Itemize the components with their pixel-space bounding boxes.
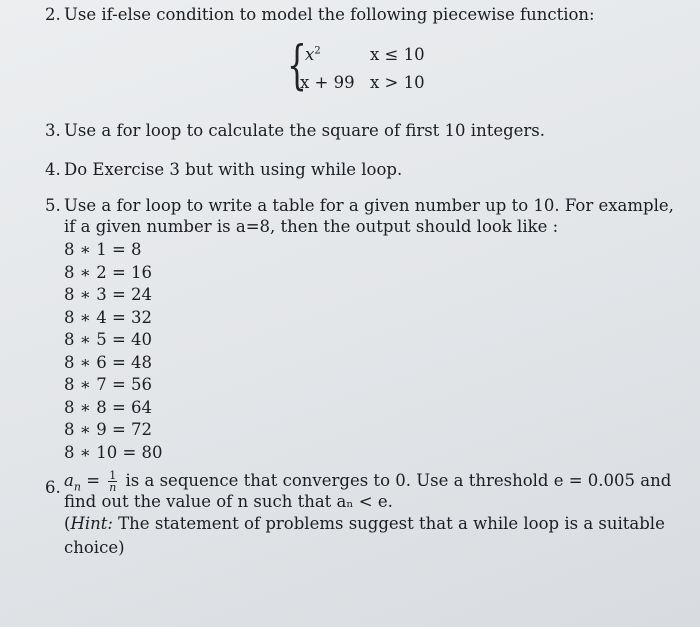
question-number: 4. (45, 160, 61, 179)
question-number: 3. (45, 121, 61, 140)
table-row: 8 ∗ 7 = 56 (64, 375, 153, 394)
question-text: is a sequence that converges to 0. Use a threshold e = 0.005 and (125, 471, 672, 490)
table-row: 8 ∗ 8 = 64 (64, 397, 153, 417)
table-row: 8 ∗ 10 = 80 (64, 442, 163, 462)
question-text: Do Exercise 3 but with using while loop. (64, 160, 403, 179)
fraction-numerator: 1 (109, 469, 117, 482)
fraction (108, 470, 117, 493)
question-text: Use a for loop to calculate the square of first 10 integers. (64, 121, 546, 140)
question-line: find out the value of n such that aₙ < e. (64, 492, 393, 511)
hint-text: The statement of problems suggest that a while loop is a suitable (118, 514, 665, 533)
question-line: Use a for loop to write a table for a given number up to 10. For example, (64, 196, 674, 215)
table-row: 8 ∗ 1 = 8 (64, 240, 142, 259)
table-row: 8 ∗ 3 = 24 (64, 285, 153, 304)
table-row: 8 ∗ 2 = 16 (64, 262, 153, 282)
case2-expr: x + 99 (300, 73, 355, 92)
sequence-symbol: a (64, 471, 74, 490)
case1-condition: x ≤ 10 (370, 45, 425, 64)
question-number: 2. (45, 5, 61, 24)
question-text: Use if-else condition to model the following piecewise function: (64, 5, 595, 24)
hint-label: Hint: (70, 514, 113, 533)
paren: ( (64, 514, 71, 533)
fraction-denominator: n (109, 481, 117, 494)
case1-expr: x (305, 45, 315, 64)
sequence-subscript: n (73, 480, 81, 494)
case1-sup: 2 (314, 45, 321, 57)
question-line: choice) (64, 538, 125, 557)
table-row: 8 ∗ 5 = 40 (64, 330, 153, 349)
brace-symbol: { (287, 36, 307, 96)
case2-condition: x > 10 (370, 73, 425, 92)
table-row: 8 ∗ 6 = 48 (64, 352, 153, 372)
question-number: 5. (45, 196, 61, 215)
question-line: if a given number is a=8, then the output should look like : (64, 217, 559, 236)
question-number: 6. (45, 478, 61, 497)
table-row: 8 ∗ 4 = 32 (64, 307, 153, 327)
table-row: 8 ∗ 9 = 72 (64, 420, 153, 439)
question-line (64, 470, 671, 493)
hint-line (64, 514, 665, 533)
equals-sign: = (86, 471, 101, 490)
